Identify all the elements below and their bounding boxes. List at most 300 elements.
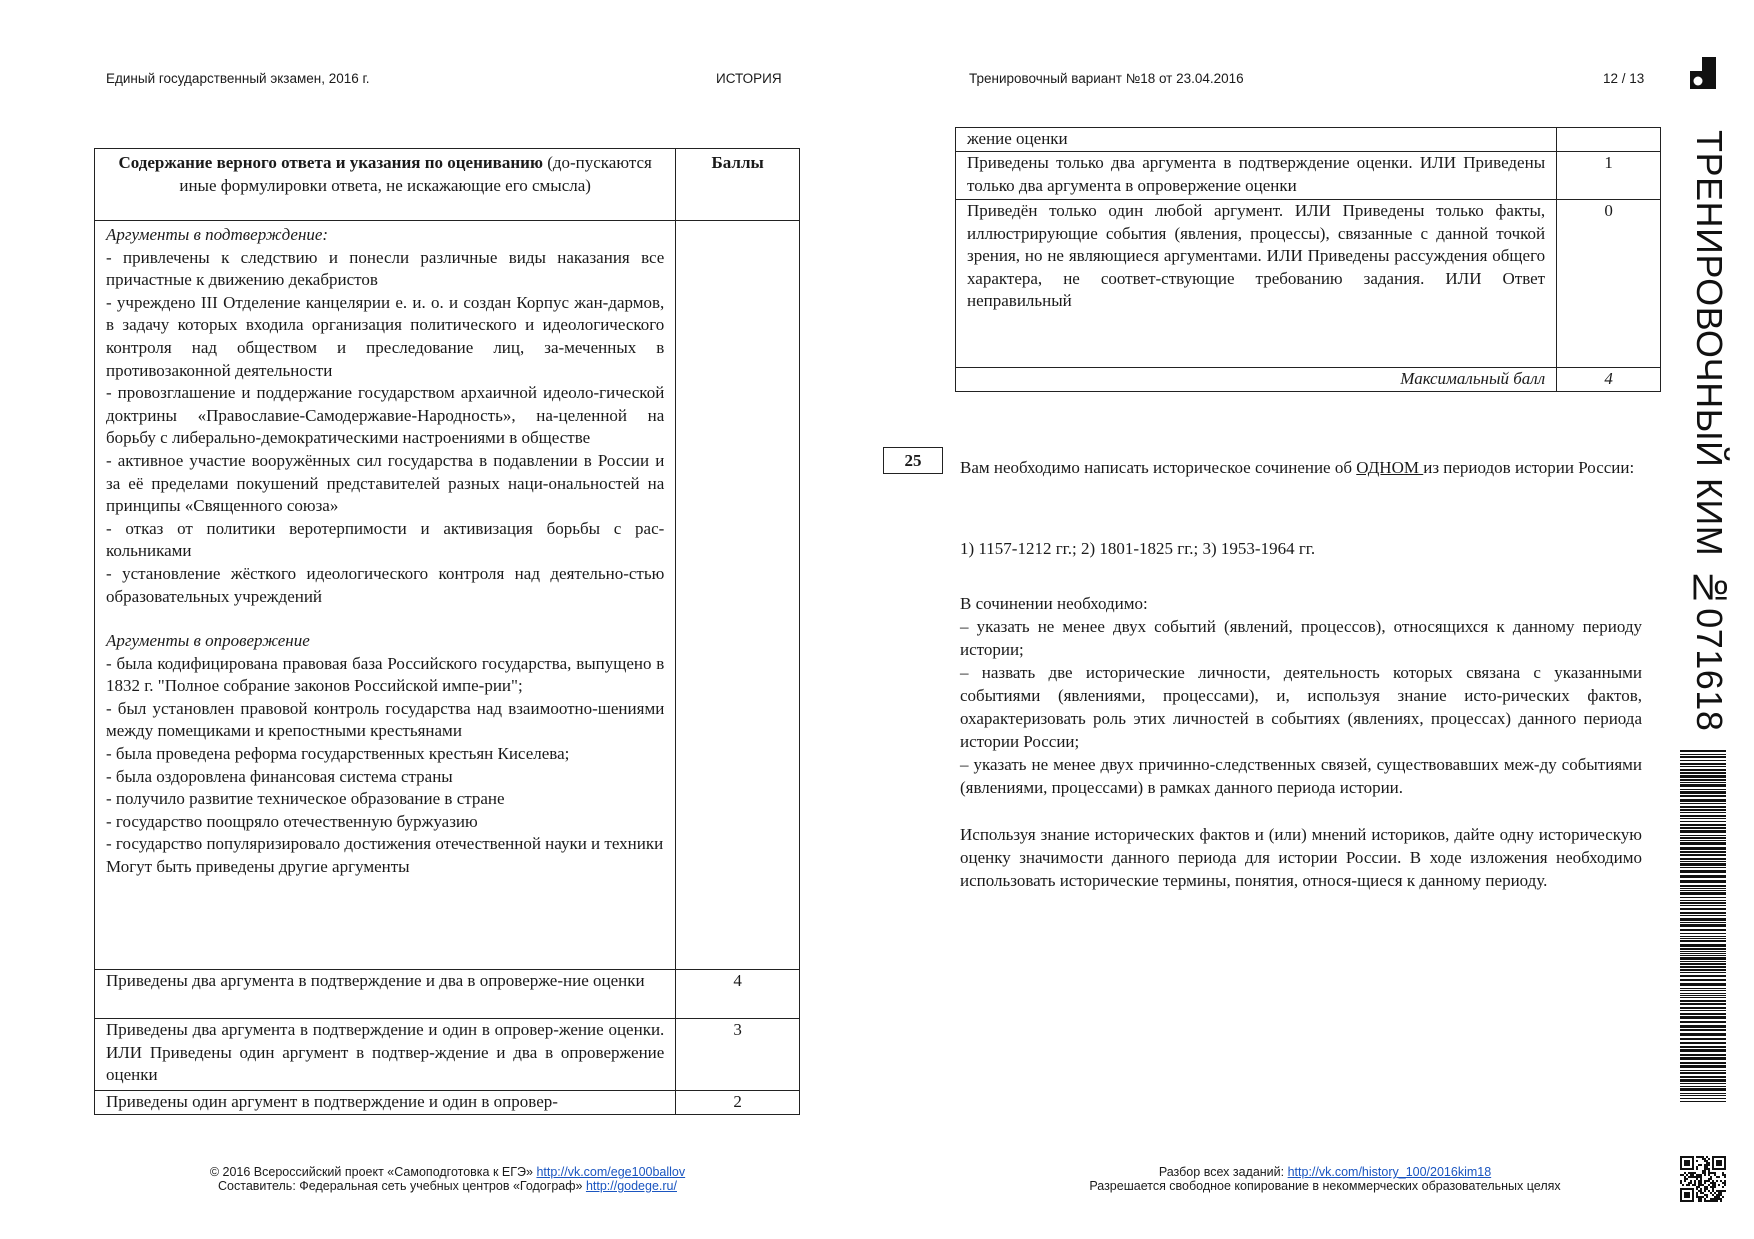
- list-item: - получило развитие техническое образование в стране: [106, 789, 505, 809]
- qr-module: [1722, 1182, 1724, 1184]
- table-row: [956, 128, 1661, 152]
- qr-module: [1710, 1186, 1712, 1188]
- barcode-bar: [1680, 900, 1726, 901]
- barcode-bar: [1680, 1086, 1726, 1087]
- qr-module: [1688, 1176, 1690, 1178]
- task-closing: Используя знание исторических фактов и (или) мнений историков, дайте одну историческую оценку значимости данного периода для истории России. В ходе изложения необходимо использовать исторические термины, понятия, относя-щиеся к данному периоду.: [960, 825, 1642, 890]
- qr-module: [1708, 1184, 1710, 1186]
- qr-module: [1698, 1164, 1700, 1166]
- qr-module: [1718, 1198, 1720, 1200]
- qr-module: [1702, 1172, 1704, 1174]
- barcode-bar: [1680, 1095, 1726, 1096]
- qr-module: [1702, 1156, 1704, 1158]
- barcode-bar: [1680, 779, 1726, 781]
- qr-module: [1700, 1190, 1702, 1192]
- qr-module: [1706, 1168, 1708, 1170]
- row-points: 3: [676, 1019, 800, 1091]
- qr-module: [1696, 1196, 1698, 1198]
- qr-module: [1708, 1174, 1710, 1176]
- qr-module: [1696, 1160, 1698, 1162]
- barcode-bar: [1680, 837, 1726, 839]
- barcode-bar: [1680, 995, 1726, 996]
- row-text: Приведены два аргумента в подтверждение и один в опровер-жение оценки. ИЛИ Приведены один аргумент в подтвер-ждение и два в опровержение оценки: [95, 1019, 676, 1091]
- qr-module: [1708, 1180, 1710, 1182]
- qr-module: [1694, 1184, 1696, 1186]
- qr-finder: [1716, 1160, 1722, 1166]
- barcode-bar: [1680, 929, 1726, 931]
- barcode-bar: [1680, 851, 1726, 853]
- qr-module: [1698, 1156, 1700, 1158]
- barcode-bar: [1680, 892, 1726, 895]
- qr-module: [1712, 1186, 1714, 1188]
- qr-module: [1700, 1192, 1702, 1194]
- qr-module: [1706, 1166, 1708, 1168]
- barcode-bar: [1680, 782, 1726, 783]
- qr-module: [1708, 1162, 1710, 1164]
- barcode-bar: [1680, 791, 1726, 794]
- qr-module: [1724, 1176, 1726, 1178]
- qr-module: [1700, 1200, 1702, 1202]
- barcode-bar: [1680, 938, 1726, 939]
- qr-module: [1698, 1182, 1700, 1184]
- footer-link-analysis[interactable]: http://vk.com/history_100/2016kim18: [1287, 1165, 1492, 1179]
- barcode-bar: [1680, 795, 1726, 797]
- criteria-table-continued: [955, 127, 1661, 392]
- list-item: - учреждено III Отделение канцелярии е. и. о. и создан Корпус жан-дармов, в задачу которых входила организация политического и идеологического контроля над обществом и преследование лиц, за-меченных в противозаконной деятельности: [106, 292, 665, 380]
- qr-module: [1704, 1166, 1706, 1168]
- qr-module: [1712, 1188, 1714, 1190]
- row-points: 0: [1557, 200, 1661, 368]
- qr-module: [1712, 1198, 1714, 1200]
- list-item: - провозглашение и поддержание государством архаичной идеоло-гической доктрины «Православие-Самодержавие-Народность», на-целенной на борьбу с либерально-демократическими настроениями в обществе: [106, 383, 665, 448]
- barcode-bar: [1680, 905, 1726, 906]
- support-title: Аргументы в подтверждение:: [106, 225, 329, 244]
- barcode-bar: [1680, 897, 1726, 898]
- qr-module: [1690, 1182, 1692, 1184]
- qr-module: [1688, 1182, 1690, 1184]
- barcode-bar: [1680, 775, 1726, 778]
- list-item: - была оздоровлена финансовая система страны: [106, 766, 453, 786]
- qr-module: [1706, 1162, 1708, 1164]
- qr-module: [1720, 1194, 1722, 1196]
- qr-module: [1696, 1188, 1698, 1190]
- qr-module: [1700, 1196, 1702, 1198]
- barcode-bar: [1680, 1025, 1726, 1028]
- qr-module: [1710, 1200, 1712, 1202]
- list-item: - была проведена реформа государственных крестьян Киселева;: [106, 744, 570, 764]
- qr-module: [1696, 1194, 1698, 1196]
- qr-module: [1680, 1174, 1682, 1176]
- row-text: Приведены два аргумента в подтверждение и два в опроверже-ние оценки: [95, 970, 676, 1019]
- barcode-bar: [1680, 835, 1726, 836]
- qr-module: [1724, 1180, 1726, 1182]
- qr-module: [1698, 1190, 1700, 1192]
- qr-module: [1712, 1182, 1714, 1184]
- qr-module: [1698, 1184, 1700, 1186]
- qr-module: [1698, 1186, 1700, 1188]
- qr-module: [1718, 1196, 1720, 1198]
- qr-module: [1704, 1200, 1706, 1202]
- qr-module: [1716, 1198, 1718, 1200]
- barcode-bar: [1680, 1083, 1726, 1084]
- qr-module: [1712, 1200, 1714, 1202]
- list-item: - была кодифицирована правовая база Российского государства, выпущено в 1832 г. "Полное собрание законов Российской импе-рии";: [106, 653, 665, 696]
- qr-module: [1684, 1176, 1686, 1178]
- qr-module: [1704, 1172, 1706, 1174]
- qr-module: [1702, 1170, 1704, 1172]
- table-row: [956, 152, 1661, 200]
- qr-module: [1710, 1178, 1712, 1180]
- barcode-bar: [1680, 1098, 1726, 1099]
- qr-module: [1708, 1190, 1710, 1192]
- arguments-points: [676, 221, 800, 970]
- table-row: [95, 1019, 800, 1091]
- qr-module: [1720, 1198, 1722, 1200]
- max-score-value: 4: [1557, 368, 1661, 392]
- qr-module: [1712, 1184, 1714, 1186]
- task-intro: Вам необходимо написать историческое сочинение об ОДНОМ из периодов истории России:: [960, 458, 1635, 477]
- qr-module: [1706, 1164, 1708, 1166]
- qr-module: [1714, 1192, 1716, 1194]
- barcode-bar: [1680, 867, 1726, 868]
- barcode-bar: [1680, 902, 1726, 904]
- max-score-row: [956, 368, 1661, 392]
- footer-link-vk[interactable]: http://vk.com/ege100ballov: [536, 1165, 686, 1179]
- qr-module: [1704, 1182, 1706, 1184]
- barcode-bar: [1680, 830, 1726, 833]
- vertical-kim-label: ТРЕНИРОВОЧНЫЙ КИМ №071618: [1689, 130, 1730, 732]
- barcode-bar: [1680, 953, 1726, 954]
- criteria-table: [94, 148, 800, 1115]
- qr-module: [1686, 1184, 1688, 1186]
- qr-module: [1700, 1156, 1702, 1158]
- qr-module: [1688, 1172, 1690, 1174]
- barcode-bar: [1680, 963, 1726, 965]
- qr-module: [1698, 1196, 1700, 1198]
- barcode-bar: [1680, 1049, 1726, 1052]
- qr-module: [1696, 1156, 1698, 1158]
- footer-left: © 2016 Всероссийский проект «Самоподготовка к ЕГЭ» http://vk.com/ege100ballov Составитель: Федеральная сеть учебных центров «Годограф» http://godege.ru/: [209, 1165, 686, 1193]
- barcode-bar: [1680, 756, 1726, 758]
- barcode-bar: [1680, 763, 1726, 765]
- qr-module: [1706, 1196, 1708, 1198]
- qr-finder: [1684, 1192, 1690, 1198]
- barcode-bar: [1680, 961, 1726, 962]
- qr-module: [1724, 1174, 1726, 1176]
- list-item: – указать не менее двух причинно-следственных связей, существовавших меж-ду событиями (явлениями, процессами) в рамках данного периода истории.: [960, 755, 1642, 797]
- qr-module: [1716, 1194, 1718, 1196]
- qr-module: [1718, 1190, 1720, 1192]
- qr-module: [1714, 1200, 1716, 1202]
- barcode-bar: [1680, 818, 1726, 819]
- barcode-bar: [1680, 890, 1726, 891]
- qr-module: [1724, 1190, 1726, 1192]
- qr-module: [1722, 1174, 1724, 1176]
- barcode-bar: [1680, 888, 1726, 889]
- qr-module: [1710, 1176, 1712, 1178]
- arguments-cell: [95, 221, 676, 970]
- row-text: Приведён только один любой аргумент. ИЛИ Приведены только факты, иллюстрирующие события (явления, процессы), связанные с данной точкой зрения, но не являющиеся аргументами. ИЛИ Приведены рассуждения общего характера, не соответ-ствующие требованию задания. ИЛИ Ответ неправильный: [956, 200, 1557, 368]
- qr-module: [1694, 1176, 1696, 1178]
- qr-module: [1714, 1184, 1716, 1186]
- page-number: 12 / 13: [1603, 71, 1645, 86]
- barcode-bar: [1680, 1000, 1726, 1002]
- barcode-bar: [1680, 784, 1726, 787]
- corner-logo-icon: [1690, 57, 1716, 89]
- qr-module: [1704, 1190, 1706, 1192]
- barcode-bar: [1680, 1021, 1726, 1023]
- qr-module: [1694, 1172, 1696, 1174]
- qr-module: [1694, 1180, 1696, 1182]
- qr-module: [1720, 1190, 1722, 1192]
- qr-module: [1724, 1182, 1726, 1184]
- qr-module: [1710, 1172, 1712, 1174]
- task-number-box: 25: [883, 447, 943, 474]
- qr-module: [1700, 1188, 1702, 1190]
- row-text: Приведены только два аргумента в подтверждение оценки. ИЛИ Приведены только два аргумента в опровержение оценки: [956, 152, 1557, 200]
- barcode-bar: [1680, 1033, 1726, 1036]
- barcode-bar: [1680, 1038, 1726, 1040]
- barcode-bar: [1680, 1013, 1726, 1015]
- qr-module: [1704, 1168, 1706, 1170]
- list-item: - активное участие вооружённых сил государства в подавлении в России и за её пределами покушений представителей разных наци-ональностей на принципы «Священного союза»: [106, 450, 665, 516]
- qr-module: [1710, 1192, 1712, 1194]
- table-header-row: [95, 149, 800, 221]
- subject-title: ИСТОРИЯ: [716, 71, 782, 86]
- qr-module: [1708, 1178, 1710, 1180]
- footer-link-godege[interactable]: http://godege.ru/: [585, 1179, 677, 1193]
- refute-title: Аргументы в опровержение: [106, 631, 310, 651]
- qr-module: [1692, 1172, 1694, 1174]
- list-item: – указать не менее двух событий (явлений, процессов), относящихся к данному периоду истории;: [960, 617, 1642, 659]
- barcode-bar: [1680, 772, 1726, 774]
- row-points: 2: [676, 1091, 800, 1115]
- barcode-bar: [1680, 918, 1726, 921]
- barcode-bar: [1680, 875, 1726, 878]
- qr-module: [1720, 1200, 1722, 1202]
- barcode-bar: [1680, 979, 1726, 981]
- qr-module: [1718, 1184, 1720, 1186]
- barcode-bar: [1680, 1003, 1726, 1005]
- barcode-bar: [1680, 1042, 1726, 1044]
- barcode-bar: [1680, 812, 1726, 813]
- barcode-bar: [1680, 861, 1726, 862]
- barcode-bar: [1680, 769, 1726, 771]
- qr-module: [1714, 1186, 1716, 1188]
- qr-module: [1700, 1184, 1702, 1186]
- barcode-bar: [1680, 754, 1726, 755]
- qr-module: [1708, 1158, 1710, 1160]
- qr-module: [1716, 1200, 1718, 1202]
- qr-module: [1706, 1180, 1708, 1182]
- barcode-bar: [1680, 815, 1726, 817]
- qr-module: [1716, 1180, 1718, 1182]
- row-points: [1557, 128, 1661, 152]
- qr-module: [1680, 1182, 1682, 1184]
- barcode-bar: [1680, 1093, 1726, 1094]
- qr-module: [1688, 1184, 1690, 1186]
- qr-module: [1696, 1192, 1698, 1194]
- list-item: - отказ от политики веротерпимости и активизация борьбы с рас-кольниками: [106, 518, 665, 561]
- barcode-bar: [1680, 760, 1726, 761]
- table-row: [95, 970, 800, 1019]
- qr-module: [1684, 1180, 1686, 1182]
- barcode-bar: [1680, 908, 1726, 910]
- qr-module: [1700, 1176, 1702, 1178]
- barcode-bar: [1680, 1072, 1726, 1074]
- qr-module: [1708, 1172, 1710, 1174]
- barcode-bar: [1680, 803, 1726, 804]
- qr-module: [1696, 1168, 1698, 1170]
- barcode-bar: [1680, 809, 1726, 811]
- barcode-bar: [1680, 1029, 1726, 1031]
- qr-module: [1706, 1200, 1708, 1202]
- qr-module: [1708, 1164, 1710, 1166]
- qr-module: [1704, 1180, 1706, 1182]
- row-points: 4: [676, 970, 800, 1019]
- qr-module: [1710, 1198, 1712, 1200]
- row-points: 1: [1557, 152, 1661, 200]
- barcode-bar: [1680, 824, 1726, 826]
- barcode-bar: [1680, 993, 1726, 994]
- qr-module: [1698, 1176, 1700, 1178]
- max-score-label: Максимальный балл: [956, 368, 1557, 392]
- barcode-bar: [1680, 827, 1726, 829]
- qr-module: [1702, 1196, 1704, 1198]
- barcode-bar: [1680, 933, 1726, 934]
- barcode-bar: [1680, 858, 1726, 860]
- qr-module: [1696, 1176, 1698, 1178]
- barcode-bar: [1680, 969, 1726, 971]
- barcode-bar: [1680, 983, 1726, 986]
- table-row: [95, 1091, 800, 1115]
- list-item: Могут быть приведены другие аргументы: [106, 857, 410, 877]
- barcode-bar: [1680, 1062, 1726, 1064]
- barcode-icon: [1680, 750, 1726, 1102]
- barcode-bar: [1680, 863, 1726, 866]
- qr-module: [1690, 1176, 1692, 1178]
- barcode-bar: [1680, 1070, 1726, 1071]
- barcode-bar: [1680, 799, 1726, 802]
- qr-module: [1704, 1198, 1706, 1200]
- qr-module: [1710, 1182, 1712, 1184]
- row-text: жение оценки: [956, 128, 1557, 152]
- barcode-bar: [1680, 1076, 1726, 1078]
- table-header-points: Баллы: [676, 149, 800, 221]
- qr-module: [1708, 1168, 1710, 1170]
- qr-module: [1682, 1174, 1684, 1176]
- qr-module: [1696, 1174, 1698, 1176]
- qr-module: [1716, 1196, 1718, 1198]
- qr-module: [1704, 1174, 1706, 1176]
- qr-module: [1712, 1190, 1714, 1192]
- barcode-bar: [1680, 1016, 1726, 1019]
- barcode-bar: [1680, 1101, 1726, 1102]
- support-list: [106, 224, 664, 608]
- qr-module: [1686, 1174, 1688, 1176]
- barcode-bar: [1680, 821, 1726, 822]
- qr-module: [1692, 1184, 1694, 1186]
- qr-module: [1720, 1180, 1722, 1182]
- qr-module: [1706, 1156, 1708, 1158]
- qr-module: [1706, 1160, 1708, 1162]
- qr-module: [1684, 1178, 1686, 1180]
- row-text: Приведены один аргумент в подтверждение и один в опровер-: [95, 1091, 676, 1115]
- qr-module: [1712, 1180, 1714, 1182]
- qr-module: [1686, 1178, 1688, 1180]
- qr-module: [1718, 1192, 1720, 1194]
- barcode-bar: [1680, 750, 1726, 752]
- barcode-bar: [1680, 924, 1726, 927]
- barcode-bar: [1680, 975, 1726, 977]
- qr-module: [1706, 1188, 1708, 1190]
- qr-module: [1700, 1174, 1702, 1176]
- table-header-content: Содержание верного ответа и указания по оцениванию (до-пускаются иные формулировки ответа, не искажающие его смысла): [95, 149, 676, 221]
- qr-module: [1698, 1200, 1700, 1202]
- barcode-bar: [1680, 885, 1726, 887]
- table-row: [956, 200, 1661, 368]
- qr-module: [1714, 1182, 1716, 1184]
- qr-module: [1704, 1170, 1706, 1172]
- barcode-bar: [1680, 854, 1726, 856]
- qr-module: [1718, 1194, 1720, 1196]
- qr-module: [1716, 1176, 1718, 1178]
- barcode-bar: [1680, 951, 1726, 952]
- qr-module: [1704, 1186, 1706, 1188]
- qr-module: [1704, 1194, 1706, 1196]
- barcode-bar: [1680, 957, 1726, 960]
- list-item: - государство популяризировало достижения отечественной науки и техники: [106, 834, 664, 854]
- list-item: - привлечены к следствию и понесли различные виды наказания все причастные к движению декабристов: [106, 247, 665, 290]
- qr-module: [1696, 1178, 1698, 1180]
- qr-module: [1692, 1176, 1694, 1178]
- barcode-bar: [1680, 840, 1726, 841]
- barcode-bar: [1680, 912, 1726, 914]
- qr-module: [1718, 1176, 1720, 1178]
- arguments-row: [95, 221, 800, 970]
- barcode-bar: [1680, 766, 1726, 767]
- list-item: - установление жёсткого идеологического контроля над деятельно-стью образовательных учреждений: [106, 563, 665, 606]
- qr-module: [1692, 1174, 1694, 1176]
- qr-module: [1702, 1158, 1704, 1160]
- barcode-bar: [1680, 806, 1726, 808]
- exam-title: Единый государственный экзамен, 2016 г.: [106, 71, 370, 86]
- qr-module: [1690, 1172, 1692, 1174]
- barcode-bar: [1680, 1088, 1726, 1091]
- barcode-bar: [1680, 880, 1726, 883]
- footer-right: Разбор всех заданий: http://vk.com/history_100/2016kim18 Разрешается свободное копирование в некоммерческих образовательных целях: [1089, 1165, 1561, 1193]
- barcode-bar: [1680, 988, 1726, 989]
- barcode-bar: [1680, 990, 1726, 991]
- qr-module: [1714, 1172, 1716, 1174]
- qr-module: [1724, 1184, 1726, 1186]
- qr-module: [1696, 1166, 1698, 1168]
- qr-module: [1700, 1198, 1702, 1200]
- qr-code-icon: [1680, 1156, 1726, 1202]
- barcode-bar: [1680, 966, 1726, 968]
- qr-module: [1682, 1184, 1684, 1186]
- barcode-bar: [1680, 847, 1726, 850]
- barcode-bar: [1680, 936, 1726, 937]
- barcode-bar: [1680, 997, 1726, 998]
- qr-module: [1716, 1190, 1718, 1192]
- qr-finder: [1684, 1160, 1690, 1166]
- refute-list: [106, 630, 664, 879]
- qr-module: [1696, 1186, 1698, 1188]
- barcode-bar: [1680, 1079, 1726, 1082]
- qr-module: [1706, 1186, 1708, 1188]
- barcode-bar: [1680, 1065, 1726, 1068]
